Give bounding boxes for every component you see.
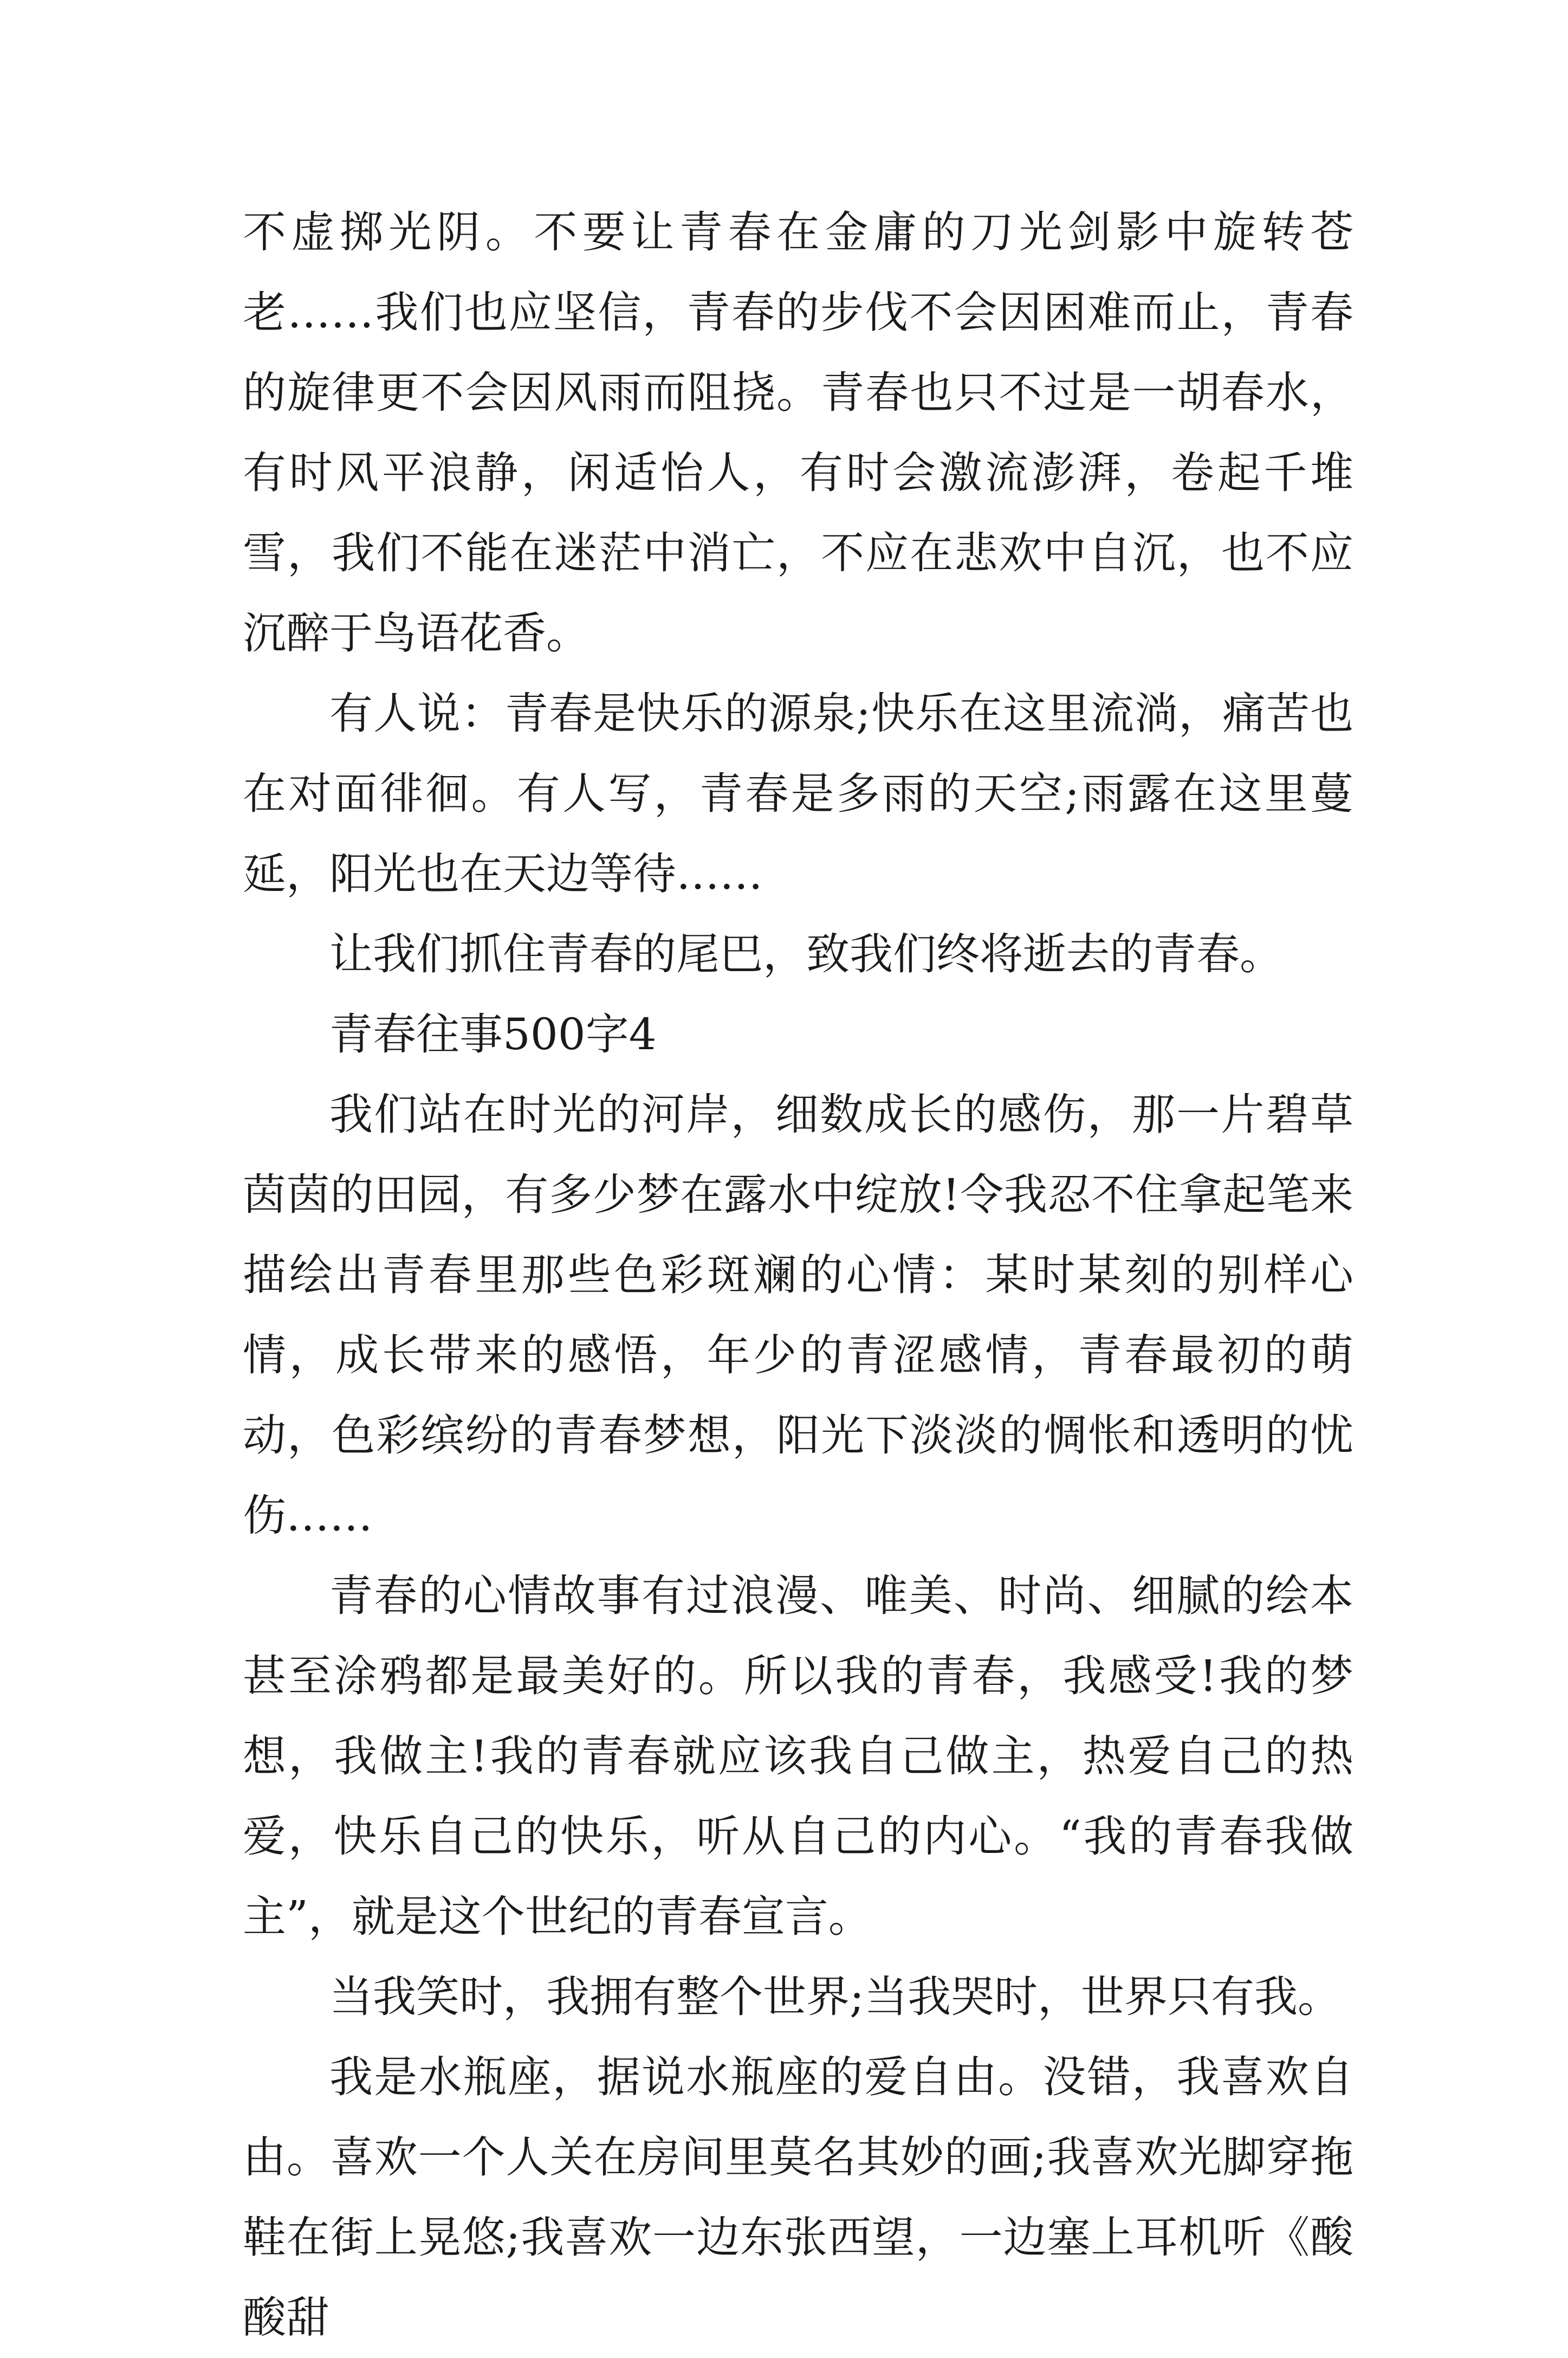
paragraph-2: 有人说：青春是快乐的源泉;快乐在这里流淌，痛苦也在对面徘徊。有人写，青春是多雨的天空;雨露在这里蔓延，阳光也在天边等待…… xyxy=(243,688,1353,899)
section-heading: 青春往事500字4 xyxy=(329,1009,657,1060)
paragraph-7: 我是水瓶座，据说水瓶座的爱自由。没错，我喜欢自由。喜欢一个人关在房间里莫名其妙的画;我喜欢光脚穿拖鞋在街上晃悠;我喜欢一边东张西望，一边塞上耳机听《酸酸甜 xyxy=(243,2052,1353,2343)
paragraph-1: 不虚掷光阴。不要让青春在金庸的刀光剑影中旋转苍老……我们也应坚信，青春的步伐不会因困难而止，青春的旋律更不会因风雨而阻挠。青春也只不过是一胡春水，有时风平浪静，闲适怡人，有时会激流澎湃，卷起千堆雪，我们不能在迷茫中消亡，不应在悲欢中自沉，也不应沉醉于鸟语花香。 xyxy=(243,207,1353,658)
paragraph-3: 让我们抓住青春的尾巴，致我们终将逝去的青春。 xyxy=(329,929,1283,979)
paragraph-4: 我们站在时光的河岸，细数成长的感伤，那一片碧草茵茵的田园，有多少梦在露水中绽放!令我忍不住拿起笔来描绘出青春里那些色彩斑斓的心情：某时某刻的别样心情，成长带来的感悟，年少的青涩感情，青春最初的萌动，色彩缤纷的青春梦想，阳光下淡淡的惆怅和透明的忧伤…… xyxy=(243,1089,1353,1541)
paragraph-6: 当我笑时，我拥有整个世界;当我哭时，世界只有我。 xyxy=(329,1972,1341,2022)
paragraph-5: 青春的心情故事有过浪漫、唯美、时尚、细腻的绘本甚至涂鸦都是最美好的。所以我的青春，我感受!我的梦想，我做主!我的青春就应该我自己做主，热爱自己的热爱，快乐自己的快乐，听从自己的内心。“我的青春我做主”，就是这个世纪的青春宣言。 xyxy=(243,1571,1353,1942)
document-body xyxy=(243,192,1353,2358)
